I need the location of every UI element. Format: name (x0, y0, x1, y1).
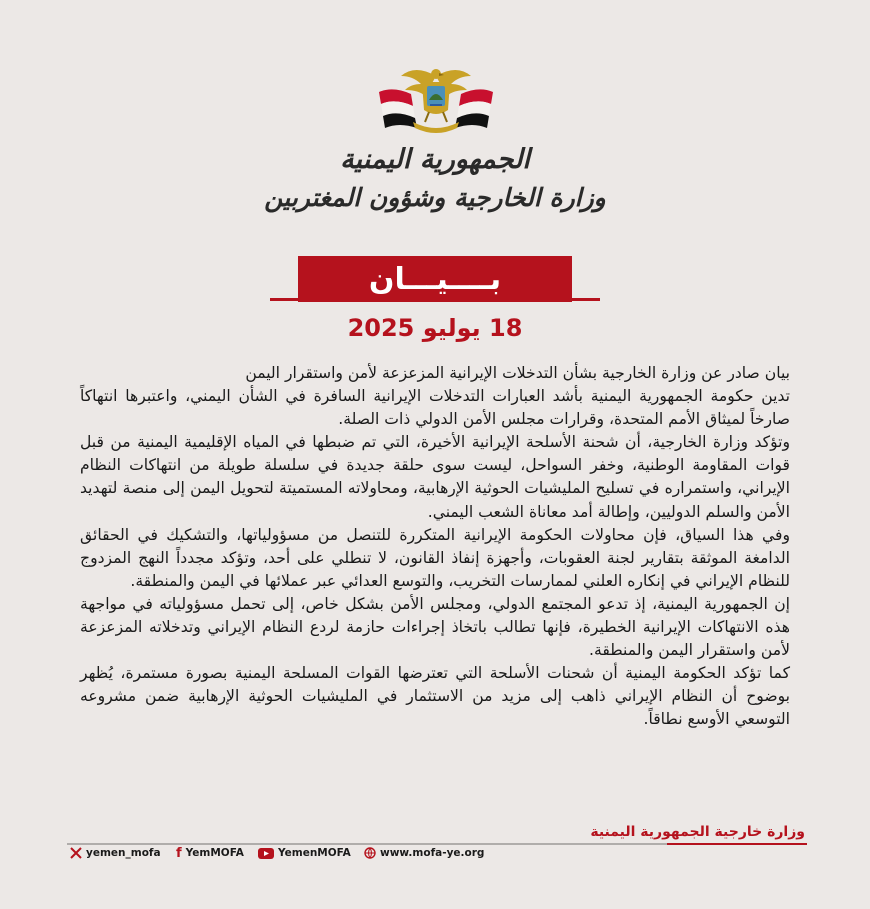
statement-paragraph: وفي هذا السياق، فإن محاولات الحكومة الإيرانية المتكررة للتنصل من مسؤولياتها، والتشكيك في الحقائق الدامغة الموثقة بتقارير لجنة العقوبات، وأجهزة إنفاذ القانون، لا تنطلي على أحد، وتؤكد مجدداً النهج المزدوج للنظام الإيراني في إنكاره العلني لممارسات التخريب، والتوسع العدائي عبر عملائها في اليمن والمنطقة. (80, 525, 790, 590)
statement-date: 18 يوليو 2025 (347, 314, 523, 342)
social-facebook-handle: YemMOFA (185, 847, 244, 859)
eagle-emblem-icon (375, 62, 497, 140)
social-youtube[interactable] (258, 846, 351, 860)
social-facebook[interactable] (176, 846, 244, 860)
statement-paragraph: تدين حكومة الجمهورية اليمنية بأشد العبارات التدخلات الإيرانية السافرة في الشأن اليمني، واعتبرها انتهاكاً صارخاً لميثاق الأمم المتحدة، وقرارات مجلس الأمن الدولي ذات الصلة. (80, 387, 790, 429)
globe-icon (364, 847, 376, 859)
social-x-handle: yemen_mofa (86, 847, 161, 859)
facebook-icon: f (176, 845, 182, 861)
social-x[interactable] (70, 846, 161, 860)
website-url: www.mofa-ye.org (380, 847, 485, 859)
statement-intro: بيان صادر عن وزارة الخارجية بشأن التدخلات الإيرانية المزعزعة لأمن واستقرار اليمن (245, 364, 790, 382)
website-link[interactable] (364, 846, 484, 860)
statement-title: بــــيـــان (298, 256, 572, 302)
country-name: الجمهورية اليمنية (340, 144, 530, 175)
footer-org-name: وزارة خارجية الجمهورية اليمنية (590, 824, 805, 840)
youtube-icon (258, 848, 274, 859)
statement-paragraph: وتؤكد وزارة الخارجية، أن شحنة الأسلحة الإيرانية الأخيرة، التي تم ضبطها في المياه الإقليمية اليمنية من قبل قوات المقاومة الوطنية، وخفر السواحل، ليست سوى حلقة جديدة في سلسلة طويلة من انتهاكات النظام الإيراني، واستمراره في تسليح المليشيات الحوثية الإرهابية، ومحاولاته المستميتة لتحويل اليمن إلى منصة لتهديد الأمن والسلم الدوليين، وإطالة أمد معاناة الشعب اليمني. (80, 433, 790, 521)
statement-body (80, 362, 790, 732)
x-logo-icon (70, 847, 82, 859)
ministry-name: وزارة الخارجية وشؤون المغتربين (264, 183, 606, 212)
statement-paragraph: كما تؤكد الحكومة اليمنية أن شحنات الأسلحة التي تعترضها القوات المسلحة اليمنية بصورة مستمرة، يُظهر بوضوح أن النظام الإيراني ذاهب إلى مزيد من الاستثمار في المليشيات الحوثية الإرهابية ضمن مشروعه التوسعي الأوسع نطاقاً. (80, 664, 790, 729)
statement-paragraph: إن الجمهورية اليمنية، إذ تدعو المجتمع الدولي، ومجلس الأمن بشكل خاص، إلى تحمل مسؤولياته في مواجهة هذه الانتهاكات الإيرانية الخطيرة، فإنها تطالب باتخاذ إجراءات حازمة لردع النظام الإيراني وتدخلاته المزعزعة لأمن واستقرار اليمن والمنطقة. (80, 594, 790, 660)
social-youtube-handle: YemenMOFA (278, 847, 351, 859)
